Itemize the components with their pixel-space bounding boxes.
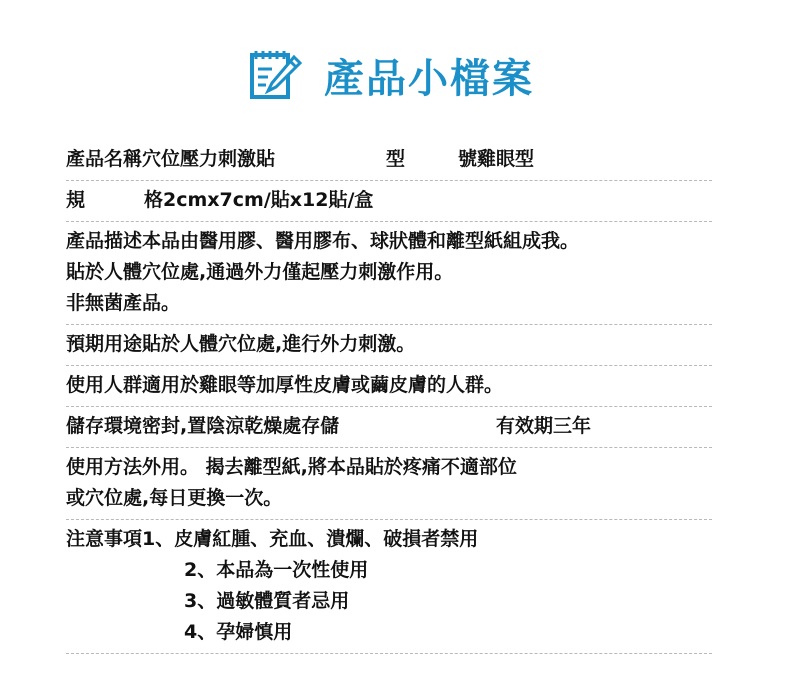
precaution-line: 2、本品為一次性使用 xyxy=(184,559,369,581)
spec-label-part1: 規 xyxy=(66,189,86,211)
row-precautions xyxy=(66,520,712,654)
storage-text: 儲存環境密封,置陰涼乾燥處存儲 xyxy=(66,415,340,437)
usage-method-line: 使用方法外用。 揭去離型紙,將本品貼於疼痛不適部位 xyxy=(66,456,517,478)
precaution-line: 3、過敏體質者忌用 xyxy=(184,590,350,612)
intended-use-text: 預期用途貼於人體穴位處,進行外力刺激。 xyxy=(66,333,416,355)
model-label-part1: 型 xyxy=(386,148,406,170)
product-info-sheet xyxy=(66,140,712,654)
precaution-line: 4、孕婦慎用 xyxy=(184,621,293,643)
model-label-part2: 號 xyxy=(458,148,478,170)
row-product-name xyxy=(66,140,712,181)
row-intended-use xyxy=(66,325,712,366)
description-line: 產品描述本品由醫用膠、醫用膠布、球狀體和離型紙組成我。 xyxy=(66,230,580,252)
row-storage xyxy=(66,407,712,448)
description-line: 非無菌產品。 xyxy=(66,292,181,314)
product-name-value: 穴位壓力刺激貼 xyxy=(142,148,276,170)
row-target-group xyxy=(66,366,712,407)
usage-method-line: 或穴位處,每日更換一次。 xyxy=(66,487,283,509)
row-usage-method xyxy=(66,448,712,520)
description-line: 貼於人體穴位處,通過外力僅起壓力刺激作用。 xyxy=(66,261,454,283)
precaution-line: 注意事項1、皮膚紅腫、充血、潰爛、破損者禁用 xyxy=(66,528,479,550)
product-name-label: 產品名稱 xyxy=(66,148,143,170)
row-description xyxy=(66,222,712,325)
notepad-pencil-icon xyxy=(246,47,302,103)
spec-label-part2: 格 xyxy=(144,189,164,211)
model-value: 雞眼型 xyxy=(477,148,535,170)
page-title: 產品小檔案 xyxy=(324,55,534,102)
target-group-text: 使用人群適用於雞眼等加厚性皮膚或繭皮膚的人群。 xyxy=(66,374,504,396)
spec-value: 2cmx7cm/貼x12貼/盒 xyxy=(163,189,374,211)
shelf-life-text: 有效期三年 xyxy=(496,415,592,437)
page-header xyxy=(0,42,790,108)
row-spec xyxy=(66,181,712,222)
